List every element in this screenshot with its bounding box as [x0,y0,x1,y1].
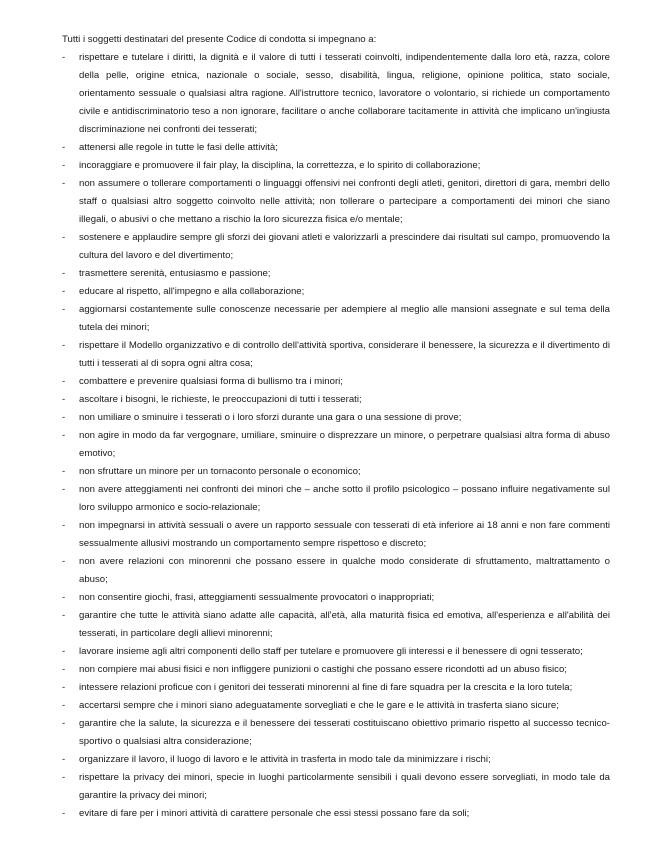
list-item [62,157,610,175]
list-item-text: non consentire giochi, frasi, atteggiamenti sessualmente provocatori o inappropriati; [79,592,435,603]
bullet-dash: - [62,808,66,819]
bullet-dash: - [62,160,66,171]
bullet-dash: - [62,718,66,729]
list-item [62,337,610,373]
list-item-text: incoraggiare e promuovere il fair play, la disciplina, la correttezza, e lo spirito di collaborazione; [79,160,481,171]
list-item [62,589,610,607]
list-item-text: combattere e prevenire qualsiasi forma di bullismo tra i minori; [79,376,343,387]
bullet-dash: - [62,484,66,495]
list-item-text: non compiere mai abusi fisici e non infliggere punizioni o castighi che possano essere ricondotti ad un abuso fisico; [79,664,567,675]
bullet-dash: - [62,772,66,783]
list-item [62,805,610,823]
list-item [62,373,610,391]
list-item [62,517,610,553]
list-item-text: rispettare il Modello organizzativo e di controllo dell'attività sportiva, considerare il benessere, la sicurezza e il divertimento di tutti i tesserati al di sopra ogni altra cosa; [79,340,610,369]
bullet-dash: - [62,754,66,765]
bullet-dash: - [62,700,66,711]
bullet-dash: - [62,592,66,603]
list-item [62,769,610,805]
list-item-text: non avere atteggiamenti nei confronti dei minori che – anche sotto il profilo psicologico – possano influire negativamente sul loro sviluppo armonico e socio-relazionale; [79,484,610,513]
list-item [62,427,610,463]
list-item-text: trasmettere serenità, entusiasmo e passione; [79,268,271,279]
list-item-text: lavorare insieme agli altri componenti dello staff per tutelare e promuovere gli interessi e il benessere di ogni tesserato; [79,646,583,657]
list-item-text: non sfruttare un minore per un tornaconto personale o economico; [79,466,361,477]
list-item-text: aggiornarsi costantemente sulle conoscenze necessarie per adempiere al meglio alle mansioni assegnate e sul tema della tutela dei minori; [79,304,610,333]
list-item [62,643,610,661]
list-item [62,661,610,679]
list-item [62,175,610,229]
list-item [62,139,610,157]
list-item-text: rispettare e tutelare i diritti, la dignità e il valore di tutti i tesserati coinvolti, indipendentemente dalla loro età, razza, colore della pelle, origine etnica, nazionale o sociale, sesso, disabilità, lingua, religione, opinione politica, stato sociale, orientamento sessuale o qualsiasi altra ragione. All'istruttore tecnico, lavoratore o volontario, si richiede un comportamento civile e antidiscriminatorio teso a non ignorare, facilitare o anche collaborare tacitamente in attività che implicano un'ingiusta discriminazione nei confronti dei tesserati; [79,52,610,135]
list-item-text: rispettare la privacy dei minori, specie in luoghi particolarmente sensibili i quali devono essere sorvegliati, in modo tale da garantire la privacy dei minori; [79,772,610,801]
conduct-list [62,49,610,823]
list-item-text: evitare di fare per i minori attività di carattere personale che essi stessi possano fare da soli; [79,808,470,819]
list-item-text: sostenere e applaudire sempre gli sforzi dei giovani atleti e valorizzarli a prescindere dai risultati sul campo, promuovendo la cultura del lavoro e del divertimento; [79,232,610,261]
bullet-dash: - [62,304,66,315]
list-item-text: non avere relazioni con minorenni che possano essere in qualche modo considerate di sfruttamento, maltrattamento o abuso; [79,556,610,585]
list-item [62,697,610,715]
list-item-text: non agire in modo da far vergognare, umiliare, sminuire o disprezzare un minore, o perpetrare qualsiasi altra forma di abuso emotivo; [79,430,610,459]
list-item [62,715,610,751]
bullet-dash: - [62,412,66,423]
intro-text: Tutti i soggetti destinatari del presente Codice di condotta si impegnano a: [62,34,377,45]
list-item [62,553,610,589]
bullet-dash: - [62,268,66,279]
bullet-dash: - [62,286,66,297]
bullet-dash: - [62,682,66,693]
bullet-dash: - [62,610,66,621]
list-item [62,679,610,697]
bullet-dash: - [62,430,66,441]
list-item-text: garantire che la salute, la sicurezza e il benessere dei tesserati costituiscano obiettivo primario rispetto al successo tecnico-sportivo o qualsiasi altra considerazione; [79,718,610,747]
list-item-text: intessere relazioni proficue con i genitori dei tesserati minorenni al fine di fare squadra per la crescita e la loro tutela; [79,682,573,693]
list-item [62,391,610,409]
bullet-dash: - [62,142,66,153]
list-item-text: educare al rispetto, all'impegno e alla collaborazione; [79,286,305,297]
list-item-text: non impegnarsi in attività sessuali o avere un rapporto sessuale con tesserati di età inferiore ai 18 anni e non fare commenti sessualmente allusivi mostrando un comportamento sempre rispettoso e discreto; [79,520,610,549]
list-item-text: accertarsi sempre che i minori siano adeguatamente sorvegliati e che le gare e le attività in trasferta siano sicure; [79,700,559,711]
bullet-dash: - [62,178,66,189]
list-item [62,49,610,139]
list-item-text: non assumere o tollerare comportamenti o linguaggi offensivi nei confronti degli atleti, genitori, direttori di gara, membri dello staff o qualsiasi altro soggetto coinvolto nelle attività; non tollerare o partecipare a comportamenti dei minori che siano illegali, o abusivi o che mettano a rischio la loro sicurezza fisica e/o mentale; [79,178,610,225]
bullet-dash: - [62,556,66,567]
bullet-dash: - [62,394,66,405]
bullet-dash: - [62,232,66,243]
list-item [62,409,610,427]
bullet-dash: - [62,466,66,477]
bullet-dash: - [62,520,66,531]
list-item [62,265,610,283]
list-item [62,283,610,301]
list-item [62,229,610,265]
list-item [62,301,610,337]
bullet-dash: - [62,376,66,387]
list-item [62,481,610,517]
list-item-text: organizzare il lavoro, il luogo di lavoro e le attività in trasferta in modo tale da minimizzare i rischi; [79,754,491,765]
list-item-text: ascoltare i bisogni, le richieste, le preoccupazioni di tutti i tesserati; [79,394,362,405]
bullet-dash: - [62,664,66,675]
list-item [62,463,610,481]
bullet-dash: - [62,52,66,63]
list-item [62,607,610,643]
bullet-dash: - [62,646,66,657]
list-item [62,751,610,769]
list-item-text: garantire che tutte le attività siano adatte alle capacità, all'età, alla maturità fisica ed emotiva, all'esperienza e all'abilità dei tesserati, in particolare degli allievi minorenni; [79,610,610,639]
list-item-text: attenersi alle regole in tutte le fasi delle attività; [79,142,278,153]
list-item-text: non umiliare o sminuire i tesserati o i loro sforzi durante una gara o una sessione di prove; [79,412,462,423]
bullet-dash: - [62,340,66,351]
